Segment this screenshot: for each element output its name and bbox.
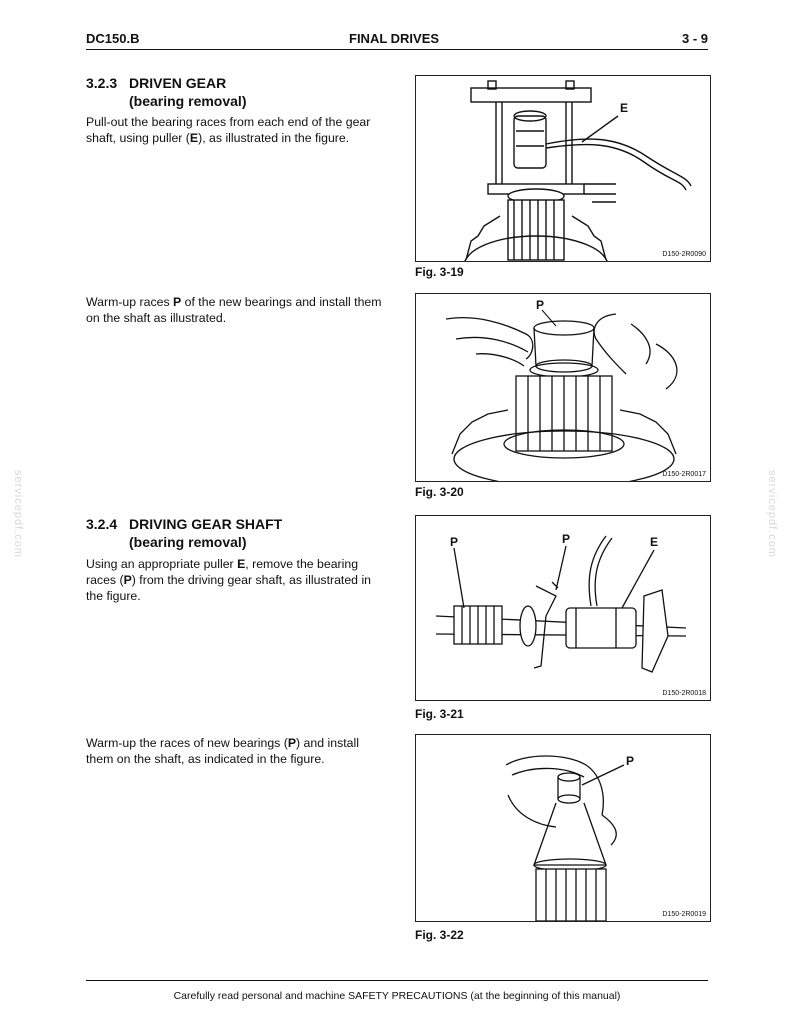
bearing-install-hands-illustration	[416, 294, 710, 481]
paragraph-warm-up-install: Warm-up races P of the new bearings and install them on the shaft as illustrated.	[86, 295, 382, 325]
bold-ref: P	[123, 573, 132, 587]
puller-on-gear-illustration	[416, 76, 710, 261]
paragraph-install-new-races: Warm-up the races of new bearings (P) and install them on the shaft, as indicated in the figure.	[86, 736, 359, 766]
page-number: 3 - 9	[681, 31, 708, 46]
page-header	[86, 28, 708, 48]
bold-ref: E	[189, 131, 199, 145]
footer-safety-note: Carefully read personal and machine SAFETY PRECAUTIONS (at the beginning of this manual)	[173, 990, 621, 1002]
figure-caption: Fig. 3-20	[415, 485, 464, 499]
paragraph-driving-gear-removal: Using an appropriate puller E, remove the bearing races (P) from the driving gear shaft, as illustrated in the figure.	[86, 557, 372, 603]
figure-3-22	[415, 734, 711, 922]
figure-3-21	[415, 515, 711, 701]
paragraph-puller-removal: Pull-out the bearing races from each end of the gear shaft, using puller (E), as illustrated in the figure.	[86, 115, 371, 145]
section-title-driving-gear-shaft	[86, 515, 282, 551]
watermark-left: servicepdf.com	[12, 470, 24, 558]
section-heading: DRIVEN GEAR	[129, 75, 227, 91]
label-e: E	[620, 101, 629, 115]
label-e: E	[650, 535, 659, 549]
bold-ref: P	[287, 736, 297, 750]
header-rule	[86, 49, 708, 50]
figure-caption: Fig. 3-21	[415, 707, 464, 721]
section-subtitle: (bearing removal)	[129, 93, 247, 109]
section-subtitle: (bearing removal)	[129, 534, 247, 550]
watermark-right: servicepdf.com	[766, 470, 778, 558]
label-p-race: P	[562, 532, 571, 546]
chapter-title: FINAL DRIVES	[349, 31, 440, 46]
figure-code: D150-2R0017	[662, 471, 706, 478]
section-heading: DRIVING GEAR SHAFT	[129, 516, 283, 532]
footer-rule	[86, 980, 708, 981]
puller-on-driving-shaft-illustration	[416, 516, 710, 700]
bearing-race-on-shaft-illustration	[416, 735, 710, 921]
label-p: P	[536, 298, 545, 312]
label-p: P	[626, 754, 635, 768]
section-title-driven-gear	[86, 74, 246, 110]
figure-caption: Fig. 3-22	[415, 928, 464, 942]
figure-code: D150-2R0019	[662, 911, 706, 918]
figure-code: D150-2R0018	[662, 690, 706, 697]
model-code: DC150.B	[86, 31, 140, 46]
section-number: 3.2.3	[86, 75, 118, 91]
figure-3-19	[415, 75, 711, 262]
figure-code: D150-2R0090	[662, 251, 706, 258]
label-p-bearing: P	[450, 535, 459, 549]
bold-ref: E	[237, 557, 246, 571]
figure-caption: Fig. 3-19	[415, 265, 464, 279]
bold-ref: P	[173, 295, 182, 309]
section-number: 3.2.4	[86, 516, 118, 532]
figure-3-20	[415, 293, 711, 482]
